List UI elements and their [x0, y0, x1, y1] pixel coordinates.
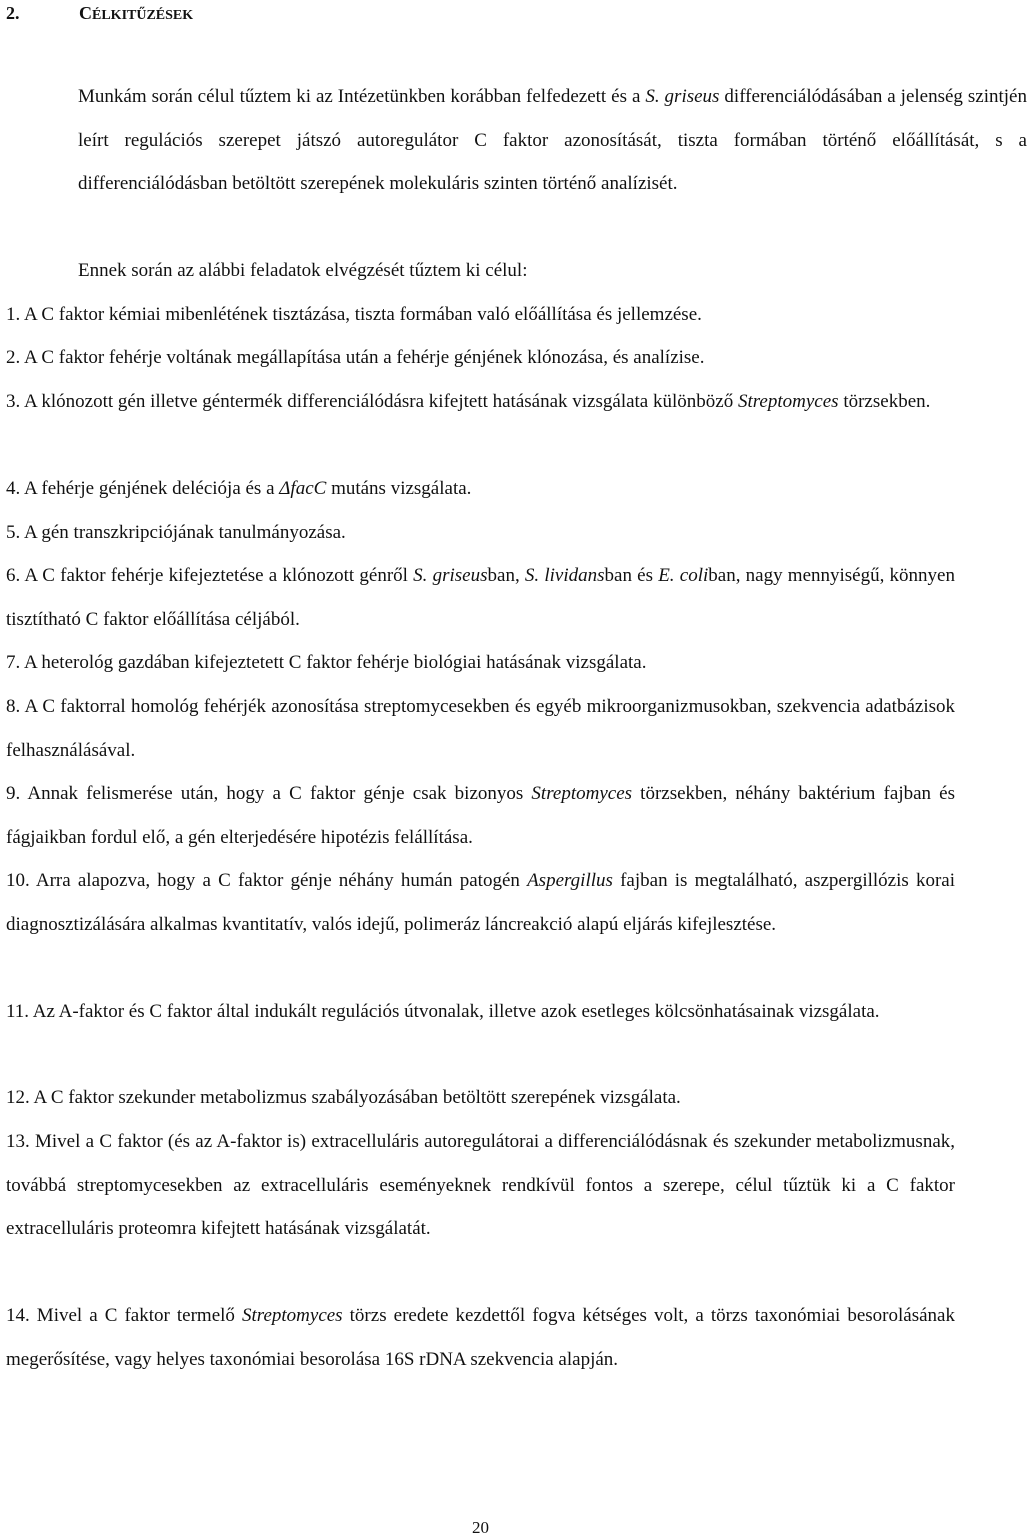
section-number: 2. — [6, 3, 20, 23]
list-item-14: 14. Mivel a C faktor termelő Streptomyces törzs eredete kezdettől fogva kétséges volt, a törzs taxonómiai besorolásának megerősítése, vagy helyes taxonómiai besorolása 16S rDNA szekvencia alapján. — [6, 1305, 955, 1370]
list-item-2: 2. A C faktor fehérje voltának megállapítása után a fehérje génjének klónozása, és analízise. — [6, 347, 705, 368]
section-title-rest: ÉLKITŰZÉSEK — [92, 8, 194, 23]
page-number: 20 — [472, 1518, 489, 1537]
list-item-8: 8. A C faktorral homológ fehérjék azonosítása streptomycesekben és egyéb mikroorganizmusokban, szekvencia adatbázisok felhasználásával. — [6, 696, 955, 761]
list-item-6: 6. A C faktor fehérje kifejeztetése a klónozott génről S. griseusban, S. lividansban és E. coliban, nagy mennyiségű, könnyen tisztítható C faktor előállítása céljából. — [6, 565, 955, 630]
list-item-11: 11. Az A-faktor és C faktor által indukált regulációs útvonalak, illetve azok esetleges kölcsönhatásainak vizsgálata. — [6, 1001, 880, 1022]
section-title-initial: C — [79, 3, 92, 23]
list-item-3: 3. A klónozott gén illetve géntermék differenciálódásra kifejtett hatásának vizsgálata különböző Streptomyces törzsekben. — [6, 391, 931, 412]
list-item-10: 10. Arra alapozva, hogy a C faktor génje néhány humán patogén Aspergillus fajban is megtalálható, aszpergillózis korai diagnosztizálására alkalmas kvantitatív, valós idejű, polimeráz láncreakció alapú eljárás kifejlesztése. — [6, 870, 955, 935]
list-item-12: 12. A C faktor szekunder metabolizmus szabályozásában betöltött szerepének vizsgálata. — [6, 1087, 681, 1108]
section-heading — [6, 2, 193, 27]
list-item-4: 4. A fehérje génjének deléciója és a ΔfacC mutáns vizsgálata. — [6, 478, 472, 499]
document-page — [6, 0, 1027, 1537]
list-item-7: 7. A heterológ gazdában kifejeztetett C faktor fehérje biológiai hatásának vizsgálata. — [6, 652, 647, 673]
intro-paragraph: Munkám során célul tűztem ki az Intézetünkben korábban felfedezett és a S. griseus differenciálódásában a jelenség szintjén leírt regulációs szerepet játszó autoregulátor C faktor azonosítását, tiszta formában történő előállítását, s a differenciálódásban betöltött szerepének molekuláris szinten történő analízisét. — [78, 86, 1027, 194]
list-item-9: 9. Annak felismerése után, hogy a C faktor génje csak bizonyos Streptomyces törzsekben, néhány baktérium fajban és fágjaikban fordul elő, a gén elterjedésére hipotézis felállítása. — [6, 783, 956, 848]
lead-sentence: Ennek során az alábbi feladatok elvégzését tűztem ki célul: — [78, 260, 528, 281]
list-item-5: 5. A gén transzkripciójának tanulmányozása. — [6, 522, 346, 543]
list-item-1: 1. A C faktor kémiai mibenlétének tisztázása, tiszta formában való előállítása és jellemzése. — [6, 304, 702, 325]
list-item-13: 13. Mivel a C faktor (és az A-faktor is) extracelluláris autoregulátorai a differenciálódásnak és szekunder metabolizmusnak, továbbá streptomycesekben az extracelluláris eseményeknek rendkívül fontos a szerepe, célul tűztük ki a C faktor extracelluláris proteomra kifejtett hatásának vizsgálatát. — [6, 1131, 955, 1239]
